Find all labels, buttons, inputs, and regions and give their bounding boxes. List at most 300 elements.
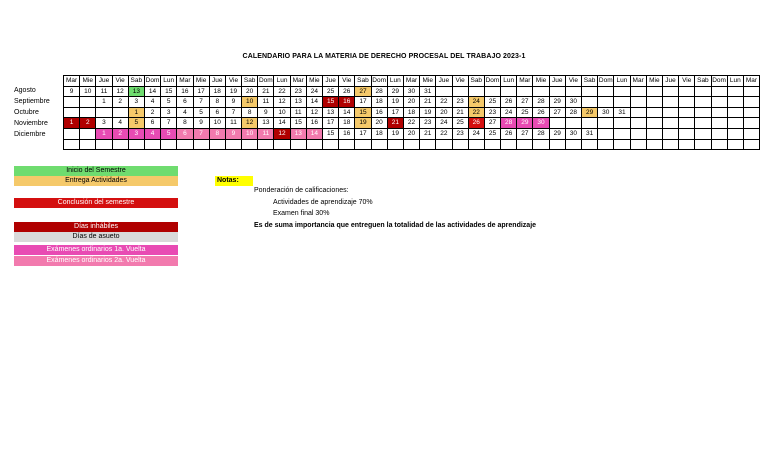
day-cell	[711, 139, 727, 150]
day-cell: 18	[403, 107, 419, 118]
day-cell	[727, 86, 743, 97]
day-cell: 3	[96, 118, 112, 129]
day-cell: 29	[517, 118, 533, 129]
month-row	[64, 118, 760, 129]
day-cell: 11	[258, 97, 274, 108]
day-cell	[598, 118, 614, 129]
day-cell	[161, 139, 177, 150]
day-header-cell: Sab	[695, 76, 711, 87]
month-label	[14, 140, 64, 151]
day-cell: 25	[323, 86, 339, 97]
day-cell	[695, 139, 711, 150]
day-cell	[727, 97, 743, 108]
day-cell: 4	[144, 128, 160, 139]
day-cell: 17	[355, 97, 371, 108]
day-cell	[193, 139, 209, 150]
day-cell: 11	[290, 107, 306, 118]
day-header-row	[64, 76, 760, 87]
day-cell	[582, 97, 598, 108]
day-cell: 28	[371, 86, 387, 97]
month-label: Septiembre	[14, 98, 50, 105]
day-cell	[323, 139, 339, 150]
day-header-cell: Vie	[679, 76, 695, 87]
day-cell	[80, 97, 96, 108]
day-cell: 24	[306, 86, 322, 97]
day-cell: 27	[517, 97, 533, 108]
day-cell	[484, 139, 500, 150]
day-cell: 14	[144, 86, 160, 97]
day-header-cell: Lun	[727, 76, 743, 87]
day-cell: 26	[501, 97, 517, 108]
day-header-cell: Mie	[306, 76, 322, 87]
day-cell: 25	[517, 107, 533, 118]
day-cell: 17	[387, 107, 403, 118]
day-cell: 21	[387, 118, 403, 129]
day-cell	[565, 86, 581, 97]
day-cell: 26	[468, 118, 484, 129]
day-cell: 25	[484, 128, 500, 139]
day-cell: 15	[323, 97, 339, 108]
day-cell	[695, 107, 711, 118]
day-cell	[112, 139, 128, 150]
day-cell: 19	[387, 128, 403, 139]
day-cell	[630, 107, 646, 118]
month-labels	[14, 85, 64, 151]
day-cell: 27	[355, 86, 371, 97]
day-cell	[533, 139, 549, 150]
day-cell: 22	[436, 97, 452, 108]
day-cell	[662, 139, 678, 150]
day-cell	[64, 139, 80, 150]
note-importance: Es de suma importancia que entreguen la totalidad de las actividades de aprendizaje	[254, 222, 537, 229]
day-cell: 30	[565, 97, 581, 108]
day-header-cell: Dom	[711, 76, 727, 87]
day-cell: 1	[96, 97, 112, 108]
day-header-cell: Sab	[242, 76, 258, 87]
day-cell: 13	[290, 128, 306, 139]
day-cell: 9	[225, 128, 241, 139]
note-ponderacion: Ponderación de calificaciones:	[254, 187, 349, 194]
day-cell: 13	[323, 107, 339, 118]
day-cell	[533, 86, 549, 97]
day-cell: 22	[274, 86, 290, 97]
day-cell: 19	[420, 107, 436, 118]
legend-entrega-actividades: Entrega Actividades	[14, 176, 178, 186]
day-cell: 31	[420, 86, 436, 97]
day-cell: 24	[436, 118, 452, 129]
day-cell: 10	[209, 118, 225, 129]
day-cell	[468, 139, 484, 150]
day-cell	[630, 97, 646, 108]
day-cell: 12	[274, 128, 290, 139]
day-cell	[598, 86, 614, 97]
day-cell	[64, 107, 80, 118]
day-header-cell: Lun	[161, 76, 177, 87]
day-cell: 28	[533, 128, 549, 139]
day-cell: 12	[242, 118, 258, 129]
day-cell: 21	[420, 128, 436, 139]
day-cell: 20	[436, 107, 452, 118]
day-header-cell: Mar	[743, 76, 759, 87]
day-cell	[743, 97, 759, 108]
day-cell: 12	[306, 107, 322, 118]
day-cell: 1	[96, 128, 112, 139]
day-cell: 8	[209, 128, 225, 139]
day-cell: 29	[549, 97, 565, 108]
day-cell	[711, 128, 727, 139]
day-cell: 28	[533, 97, 549, 108]
day-header-cell: Vie	[112, 76, 128, 87]
day-cell	[517, 86, 533, 97]
day-cell: 19	[355, 118, 371, 129]
day-cell: 12	[274, 97, 290, 108]
day-cell: 7	[193, 128, 209, 139]
day-cell	[662, 97, 678, 108]
day-cell	[598, 139, 614, 150]
day-header-cell: Jue	[549, 76, 565, 87]
day-cell: 25	[484, 97, 500, 108]
day-cell: 4	[112, 118, 128, 129]
day-cell: 9	[258, 107, 274, 118]
day-header-cell: Lun	[501, 76, 517, 87]
day-cell	[743, 86, 759, 97]
day-cell	[695, 97, 711, 108]
day-cell	[549, 118, 565, 129]
day-header-cell: Jue	[209, 76, 225, 87]
day-cell	[614, 139, 630, 150]
day-cell: 6	[209, 107, 225, 118]
day-cell: 30	[565, 128, 581, 139]
day-cell: 2	[112, 97, 128, 108]
day-header-cell: Jue	[662, 76, 678, 87]
day-cell	[501, 139, 517, 150]
day-cell: 22	[403, 118, 419, 129]
day-cell: 17	[193, 86, 209, 97]
day-cell	[711, 97, 727, 108]
day-cell: 8	[177, 118, 193, 129]
day-cell	[452, 86, 468, 97]
day-cell	[96, 139, 112, 150]
day-cell	[177, 139, 193, 150]
day-cell: 16	[339, 128, 355, 139]
day-cell	[436, 86, 452, 97]
day-cell	[598, 97, 614, 108]
day-header-cell: Vie	[565, 76, 581, 87]
day-cell: 3	[161, 107, 177, 118]
day-cell: 22	[436, 128, 452, 139]
month-label: Diciembre	[14, 131, 46, 138]
day-cell: 10	[242, 128, 258, 139]
day-cell: 6	[144, 118, 160, 129]
day-cell	[679, 128, 695, 139]
day-cell	[549, 86, 565, 97]
day-header-cell: Jue	[323, 76, 339, 87]
day-cell: 25	[452, 118, 468, 129]
day-header-cell: Mie	[646, 76, 662, 87]
day-cell	[614, 118, 630, 129]
day-cell	[695, 128, 711, 139]
day-cell	[614, 128, 630, 139]
day-cell	[80, 128, 96, 139]
day-cell: 31	[582, 128, 598, 139]
day-cell: 4	[144, 97, 160, 108]
day-header-cell: Jue	[96, 76, 112, 87]
day-cell	[484, 86, 500, 97]
day-cell: 19	[225, 86, 241, 97]
day-cell: 30	[533, 118, 549, 129]
day-cell: 6	[177, 128, 193, 139]
day-cell: 7	[225, 107, 241, 118]
day-cell: 4	[177, 107, 193, 118]
day-cell: 8	[209, 97, 225, 108]
day-cell: 27	[484, 118, 500, 129]
month-label: Octubre	[14, 109, 39, 116]
day-cell: 23	[484, 107, 500, 118]
day-cell: 13	[258, 118, 274, 129]
day-cell: 1	[64, 118, 80, 129]
day-header-cell: Mar	[630, 76, 646, 87]
day-cell	[565, 139, 581, 150]
day-cell: 26	[339, 86, 355, 97]
day-cell	[436, 139, 452, 150]
day-header-cell: Dom	[484, 76, 500, 87]
day-header-cell: Sab	[582, 76, 598, 87]
day-cell: 14	[306, 97, 322, 108]
day-cell: 29	[582, 107, 598, 118]
day-cell	[403, 139, 419, 150]
day-cell: 14	[274, 118, 290, 129]
day-header-cell: Mar	[290, 76, 306, 87]
day-cell	[549, 139, 565, 150]
day-cell: 18	[339, 118, 355, 129]
day-header-cell: Vie	[339, 76, 355, 87]
day-cell	[646, 97, 662, 108]
day-cell	[209, 139, 225, 150]
legend-conclusion-semestre: Conclusión del semestre	[14, 198, 178, 208]
day-cell	[468, 86, 484, 97]
day-cell: 14	[306, 128, 322, 139]
legend-examenes-2a-vuelta: Exámenes ordinarios 2a. Vuelta	[14, 256, 178, 266]
day-header-cell: Mie	[533, 76, 549, 87]
month-row	[64, 86, 760, 97]
month-row	[64, 107, 760, 118]
day-cell	[679, 86, 695, 97]
legend-examenes-1a-vuelta: Exámenes ordinarios 1a. Vuelta	[14, 245, 178, 255]
day-cell	[662, 107, 678, 118]
day-cell	[339, 139, 355, 150]
day-cell	[112, 107, 128, 118]
day-cell: 10	[242, 97, 258, 108]
day-cell: 11	[258, 128, 274, 139]
note-actividades: Actividades de aprendizaje 70%	[273, 199, 373, 206]
day-cell: 19	[387, 97, 403, 108]
day-cell	[662, 86, 678, 97]
day-cell	[646, 139, 662, 150]
day-cell: 9	[64, 86, 80, 97]
day-header-cell: Mie	[80, 76, 96, 87]
day-cell: 15	[290, 118, 306, 129]
day-cell	[387, 139, 403, 150]
day-cell: 9	[193, 118, 209, 129]
day-cell: 9	[225, 97, 241, 108]
day-cell: 3	[128, 128, 144, 139]
day-cell: 21	[420, 97, 436, 108]
day-cell	[646, 128, 662, 139]
calendar-title: CALENDARIO PARA LA MATERIA DE DERECHO PROCESAL DEL TRABAJO 2023-1	[242, 53, 526, 60]
day-cell: 12	[112, 86, 128, 97]
day-cell	[614, 86, 630, 97]
day-cell	[711, 107, 727, 118]
day-cell: 5	[193, 107, 209, 118]
day-cell: 29	[549, 128, 565, 139]
day-cell	[598, 128, 614, 139]
day-cell	[695, 118, 711, 129]
day-header-cell: Dom	[598, 76, 614, 87]
day-cell	[679, 139, 695, 150]
month-row	[64, 139, 760, 150]
day-cell	[242, 139, 258, 150]
day-header-cell: Mie	[420, 76, 436, 87]
day-cell: 26	[501, 128, 517, 139]
day-cell: 15	[323, 128, 339, 139]
legend-inicio-semestre: Inicio del Semestre	[14, 166, 178, 176]
day-cell: 23	[290, 86, 306, 97]
day-cell	[630, 86, 646, 97]
day-cell	[274, 139, 290, 150]
day-cell	[582, 139, 598, 150]
day-cell: 13	[290, 97, 306, 108]
day-cell: 20	[403, 128, 419, 139]
day-cell: 23	[420, 118, 436, 129]
day-cell: 17	[355, 128, 371, 139]
day-header-cell: Dom	[258, 76, 274, 87]
day-header-cell: Mar	[64, 76, 80, 87]
day-cell	[64, 128, 80, 139]
day-header-cell: Mar	[517, 76, 533, 87]
day-cell	[662, 128, 678, 139]
day-cell: 11	[225, 118, 241, 129]
day-header-cell: Lun	[274, 76, 290, 87]
day-cell: 31	[614, 107, 630, 118]
month-label: Noviembre	[14, 120, 48, 127]
day-cell: 29	[387, 86, 403, 97]
day-cell	[128, 139, 144, 150]
day-cell: 16	[371, 107, 387, 118]
day-cell: 21	[258, 86, 274, 97]
day-cell	[371, 139, 387, 150]
day-cell: 24	[501, 107, 517, 118]
day-header-cell: Vie	[225, 76, 241, 87]
day-cell: 21	[452, 107, 468, 118]
day-header-cell: Mar	[403, 76, 419, 87]
day-cell	[679, 118, 695, 129]
day-cell: 2	[144, 107, 160, 118]
day-cell: 20	[403, 97, 419, 108]
day-cell: 23	[452, 128, 468, 139]
day-cell: 28	[501, 118, 517, 129]
day-cell	[80, 139, 96, 150]
day-cell: 27	[549, 107, 565, 118]
month-row	[64, 128, 760, 139]
day-cell: 22	[468, 107, 484, 118]
day-cell: 13	[128, 86, 144, 97]
day-cell	[630, 139, 646, 150]
day-cell: 10	[80, 86, 96, 97]
day-cell: 18	[371, 97, 387, 108]
day-cell: 20	[371, 118, 387, 129]
day-cell	[144, 139, 160, 150]
day-cell: 8	[242, 107, 258, 118]
day-cell	[80, 107, 96, 118]
day-cell	[711, 118, 727, 129]
day-cell: 20	[242, 86, 258, 97]
day-cell: 16	[306, 118, 322, 129]
day-cell	[630, 128, 646, 139]
day-cell	[582, 86, 598, 97]
day-header-cell: Sab	[468, 76, 484, 87]
day-cell: 11	[96, 86, 112, 97]
day-cell	[517, 139, 533, 150]
day-cell	[646, 86, 662, 97]
day-cell	[711, 86, 727, 97]
day-cell: 27	[517, 128, 533, 139]
day-header-cell: Sab	[355, 76, 371, 87]
day-cell: 15	[161, 86, 177, 97]
day-cell	[225, 139, 241, 150]
day-header-cell: Jue	[436, 76, 452, 87]
day-cell: 24	[468, 97, 484, 108]
day-cell: 2	[80, 118, 96, 129]
day-cell: 10	[274, 107, 290, 118]
day-header-cell: Mar	[177, 76, 193, 87]
day-cell	[743, 128, 759, 139]
day-cell	[679, 107, 695, 118]
day-header-cell: Mie	[193, 76, 209, 87]
notes-label: Notas:	[215, 176, 253, 186]
day-cell	[695, 86, 711, 97]
day-cell: 18	[371, 128, 387, 139]
day-cell	[420, 139, 436, 150]
day-cell	[501, 86, 517, 97]
day-cell: 2	[112, 128, 128, 139]
day-cell: 24	[468, 128, 484, 139]
note-examen: Examen final 30%	[273, 210, 330, 217]
day-cell: 28	[565, 107, 581, 118]
day-cell	[646, 118, 662, 129]
day-cell: 23	[452, 97, 468, 108]
day-cell: 1	[128, 107, 144, 118]
day-header-cell: Lun	[614, 76, 630, 87]
day-cell	[743, 107, 759, 118]
day-cell	[662, 118, 678, 129]
day-cell: 26	[533, 107, 549, 118]
day-cell: 30	[598, 107, 614, 118]
day-cell	[646, 107, 662, 118]
day-cell	[614, 97, 630, 108]
day-cell: 7	[193, 97, 209, 108]
day-header-cell: Dom	[144, 76, 160, 87]
day-cell	[452, 139, 468, 150]
day-cell	[64, 97, 80, 108]
day-cell	[727, 139, 743, 150]
day-cell	[727, 107, 743, 118]
legend-dias-inhabiles: Días inhábiles	[14, 222, 178, 232]
day-header-cell: Vie	[452, 76, 468, 87]
day-cell: 15	[355, 107, 371, 118]
day-cell	[565, 118, 581, 129]
day-cell	[96, 107, 112, 118]
day-cell	[743, 118, 759, 129]
